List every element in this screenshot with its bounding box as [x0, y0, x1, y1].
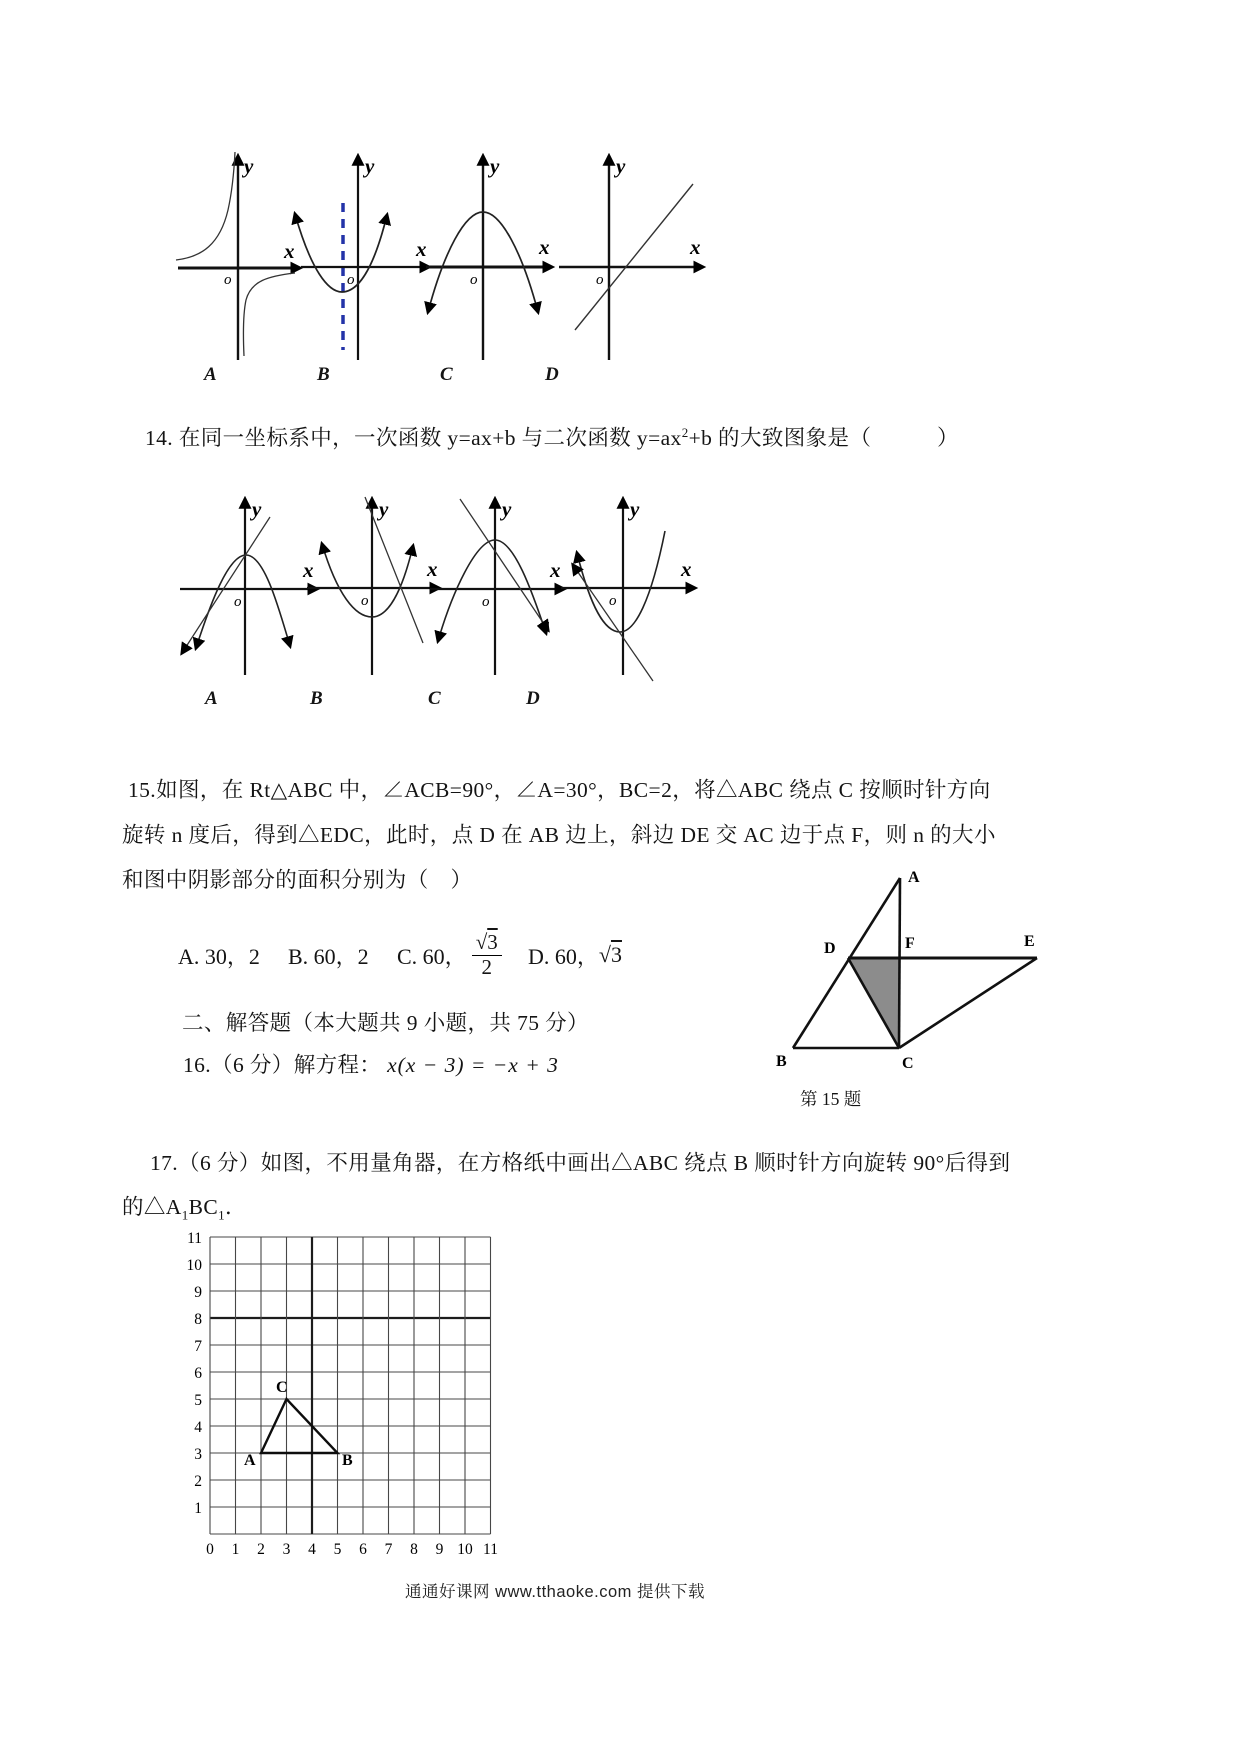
- x-axis-label: x: [681, 557, 692, 581]
- y-axis-label: y: [379, 497, 389, 521]
- x-axis-label: x: [427, 557, 438, 581]
- row1-option-label-d: D: [545, 364, 559, 385]
- svg-text:9: 9: [194, 1284, 202, 1301]
- choice-c: [397, 922, 507, 988]
- radical-sign: √: [598, 942, 611, 967]
- svg-text:10: 10: [186, 1257, 202, 1274]
- y-axis-label: y: [502, 497, 512, 521]
- question-15-line1: 15.如图，在 Rt△ABC 中，∠ACB=90°，∠A=30°，BC=2，将△ABC 绕点 C 按顺时针方向: [128, 778, 991, 802]
- straight-line: [365, 497, 423, 643]
- svg-text:5: 5: [333, 1541, 342, 1558]
- svg-text:11: 11: [187, 1230, 202, 1247]
- choice-d: [528, 922, 622, 988]
- origin-label: o: [470, 272, 478, 288]
- parabola-down: [438, 540, 546, 641]
- grid-column-labels: [206, 1541, 498, 1558]
- radicand: 3: [487, 930, 498, 955]
- x-axis-label: x: [539, 235, 550, 259]
- point-label-e: E: [1024, 933, 1035, 950]
- origin-label: o: [482, 594, 490, 610]
- parabola-up: [295, 214, 387, 292]
- svg-text:4: 4: [194, 1419, 202, 1436]
- radicand: 3: [610, 942, 622, 967]
- graph-row1-option-d: [553, 148, 723, 363]
- svg-text:9: 9: [435, 1541, 444, 1558]
- x-axis-label: x: [416, 237, 427, 261]
- svg-text:5: 5: [194, 1392, 202, 1409]
- figure-q15-caption: 第 15 题: [800, 1089, 862, 1109]
- row1-option-label-c: C: [440, 364, 453, 385]
- question-14-text: [145, 418, 959, 453]
- grid-point-label-a: A: [244, 1452, 256, 1469]
- straight-line: [575, 184, 693, 330]
- svg-text:3: 3: [194, 1446, 202, 1463]
- x-axis-label: x: [284, 239, 295, 263]
- figure-q15-rotation: [758, 856, 1058, 1106]
- fraction-denominator: 2: [481, 955, 492, 979]
- row1-option-label-b: B: [317, 364, 330, 385]
- svg-text:0: 0: [206, 1541, 214, 1558]
- choice-a: A. 30，2: [178, 943, 260, 969]
- point-label-f: F: [905, 935, 915, 952]
- choice-c-fraction: [472, 931, 502, 978]
- question-15-line3: 和图中阴影部分的面积分别为（ ）: [122, 868, 473, 892]
- graph-row2-option-d: [553, 493, 718, 688]
- y-axis-label: y: [252, 497, 262, 521]
- segment-CE: [899, 958, 1037, 1048]
- y-axis-label: y: [490, 154, 500, 178]
- q17-line2-prefix: 的△A: [122, 1195, 182, 1219]
- straight-line: [573, 565, 653, 681]
- point-label-b: B: [776, 1053, 787, 1070]
- svg-text:2: 2: [194, 1473, 202, 1490]
- grid-point-label-c: C: [276, 1379, 288, 1396]
- svg-text:1: 1: [194, 1500, 202, 1517]
- y-axis-label: y: [365, 154, 375, 178]
- q17-sub1: 1: [181, 1207, 189, 1223]
- svg-text:7: 7: [384, 1541, 393, 1558]
- fraction-numerator: [472, 931, 502, 956]
- svg-text:2: 2: [257, 1541, 265, 1558]
- question-16-text: [183, 1050, 559, 1080]
- svg-text:11: 11: [483, 1541, 498, 1558]
- x-axis-label: x: [550, 558, 561, 582]
- point-label-a: A: [908, 869, 920, 886]
- svg-text:10: 10: [457, 1541, 473, 1558]
- straight-line: [182, 517, 270, 653]
- q16-equation: x(x − 3) = −x + 3: [387, 1053, 559, 1077]
- svg-text:4: 4: [308, 1541, 316, 1558]
- origin-label: o: [596, 272, 604, 288]
- y-axis-label: y: [616, 154, 626, 178]
- row2-option-label-d: D: [526, 688, 540, 709]
- svg-text:1: 1: [231, 1541, 240, 1558]
- origin-label: o: [347, 272, 355, 288]
- svg-text:8: 8: [410, 1541, 418, 1558]
- q17-line2-end: ．: [225, 1195, 247, 1219]
- svg-text:6: 6: [194, 1365, 202, 1382]
- parabola-down: [196, 555, 290, 648]
- row2-option-label-b: B: [310, 688, 323, 709]
- choice-b: B. 60，2: [288, 943, 369, 969]
- choice-d-prefix: D. 60，: [528, 943, 599, 969]
- point-label-c: C: [902, 1055, 914, 1072]
- footer-text: 通通好课网 www.tthaoke.com 提供下载: [405, 1583, 705, 1601]
- origin-label: o: [361, 593, 369, 609]
- choice-c-prefix: C. 60，: [397, 943, 467, 969]
- q17-line2-mid: BC: [188, 1195, 219, 1219]
- q14-suffix: +b 的大致图象是（ ）: [688, 426, 959, 451]
- point-label-d: D: [824, 940, 836, 957]
- hyperbola-branch-q2: [176, 152, 235, 260]
- origin-label: o: [234, 594, 242, 610]
- y-axis-label: y: [244, 154, 254, 178]
- x-axis-label: x: [690, 235, 701, 259]
- row1-option-label-a: A: [204, 364, 217, 385]
- grid-vertical-lines: [210, 1237, 491, 1534]
- svg-text:3: 3: [282, 1541, 291, 1558]
- parabola-up: [577, 531, 665, 632]
- row2-option-label-c: C: [428, 688, 441, 709]
- grid-point-label-b: B: [342, 1452, 353, 1469]
- figure-q17-grid: [158, 1222, 550, 1570]
- graph-row1-option-b: [283, 148, 443, 363]
- origin-label: o: [224, 272, 232, 288]
- svg-text:7: 7: [194, 1338, 202, 1355]
- q14-prefix: 14. 在同一坐标系中，一次函数 y=ax+b 与二次函数 y=ax: [145, 426, 682, 451]
- svg-text:8: 8: [194, 1311, 202, 1328]
- q14-superscript: 2: [681, 425, 689, 440]
- q16-prefix: 16.（6 分）解方程：: [183, 1053, 382, 1077]
- q17-sub2: 1: [218, 1207, 226, 1223]
- section-2-title: 二、解答题（本大题共 9 小题，共 75 分）: [182, 1011, 589, 1035]
- origin-label: o: [609, 593, 617, 609]
- svg-text:6: 6: [359, 1541, 367, 1558]
- grid-horizontal-lines: [210, 1237, 491, 1534]
- graph-row1-option-c: [420, 148, 570, 363]
- question-17-line1: 17.（6 分）如图，不用量角器，在方格纸中画出△ABC 绕点 B 顺时针方向旋转 90°后得到: [150, 1151, 1011, 1175]
- segment-AC: [899, 878, 900, 1048]
- grid-row-labels: [187, 1230, 203, 1517]
- y-axis-label: y: [630, 497, 640, 521]
- question-15-line2: 旋转 n 度后，得到△EDC，此时，点 D 在 AB 边上，斜边 DE 交 AC 边于点 F，则 n 的大小: [122, 823, 996, 847]
- radical-sign: √: [475, 930, 488, 955]
- x-axis-label: x: [303, 558, 314, 582]
- row2-option-label-a: A: [205, 688, 218, 709]
